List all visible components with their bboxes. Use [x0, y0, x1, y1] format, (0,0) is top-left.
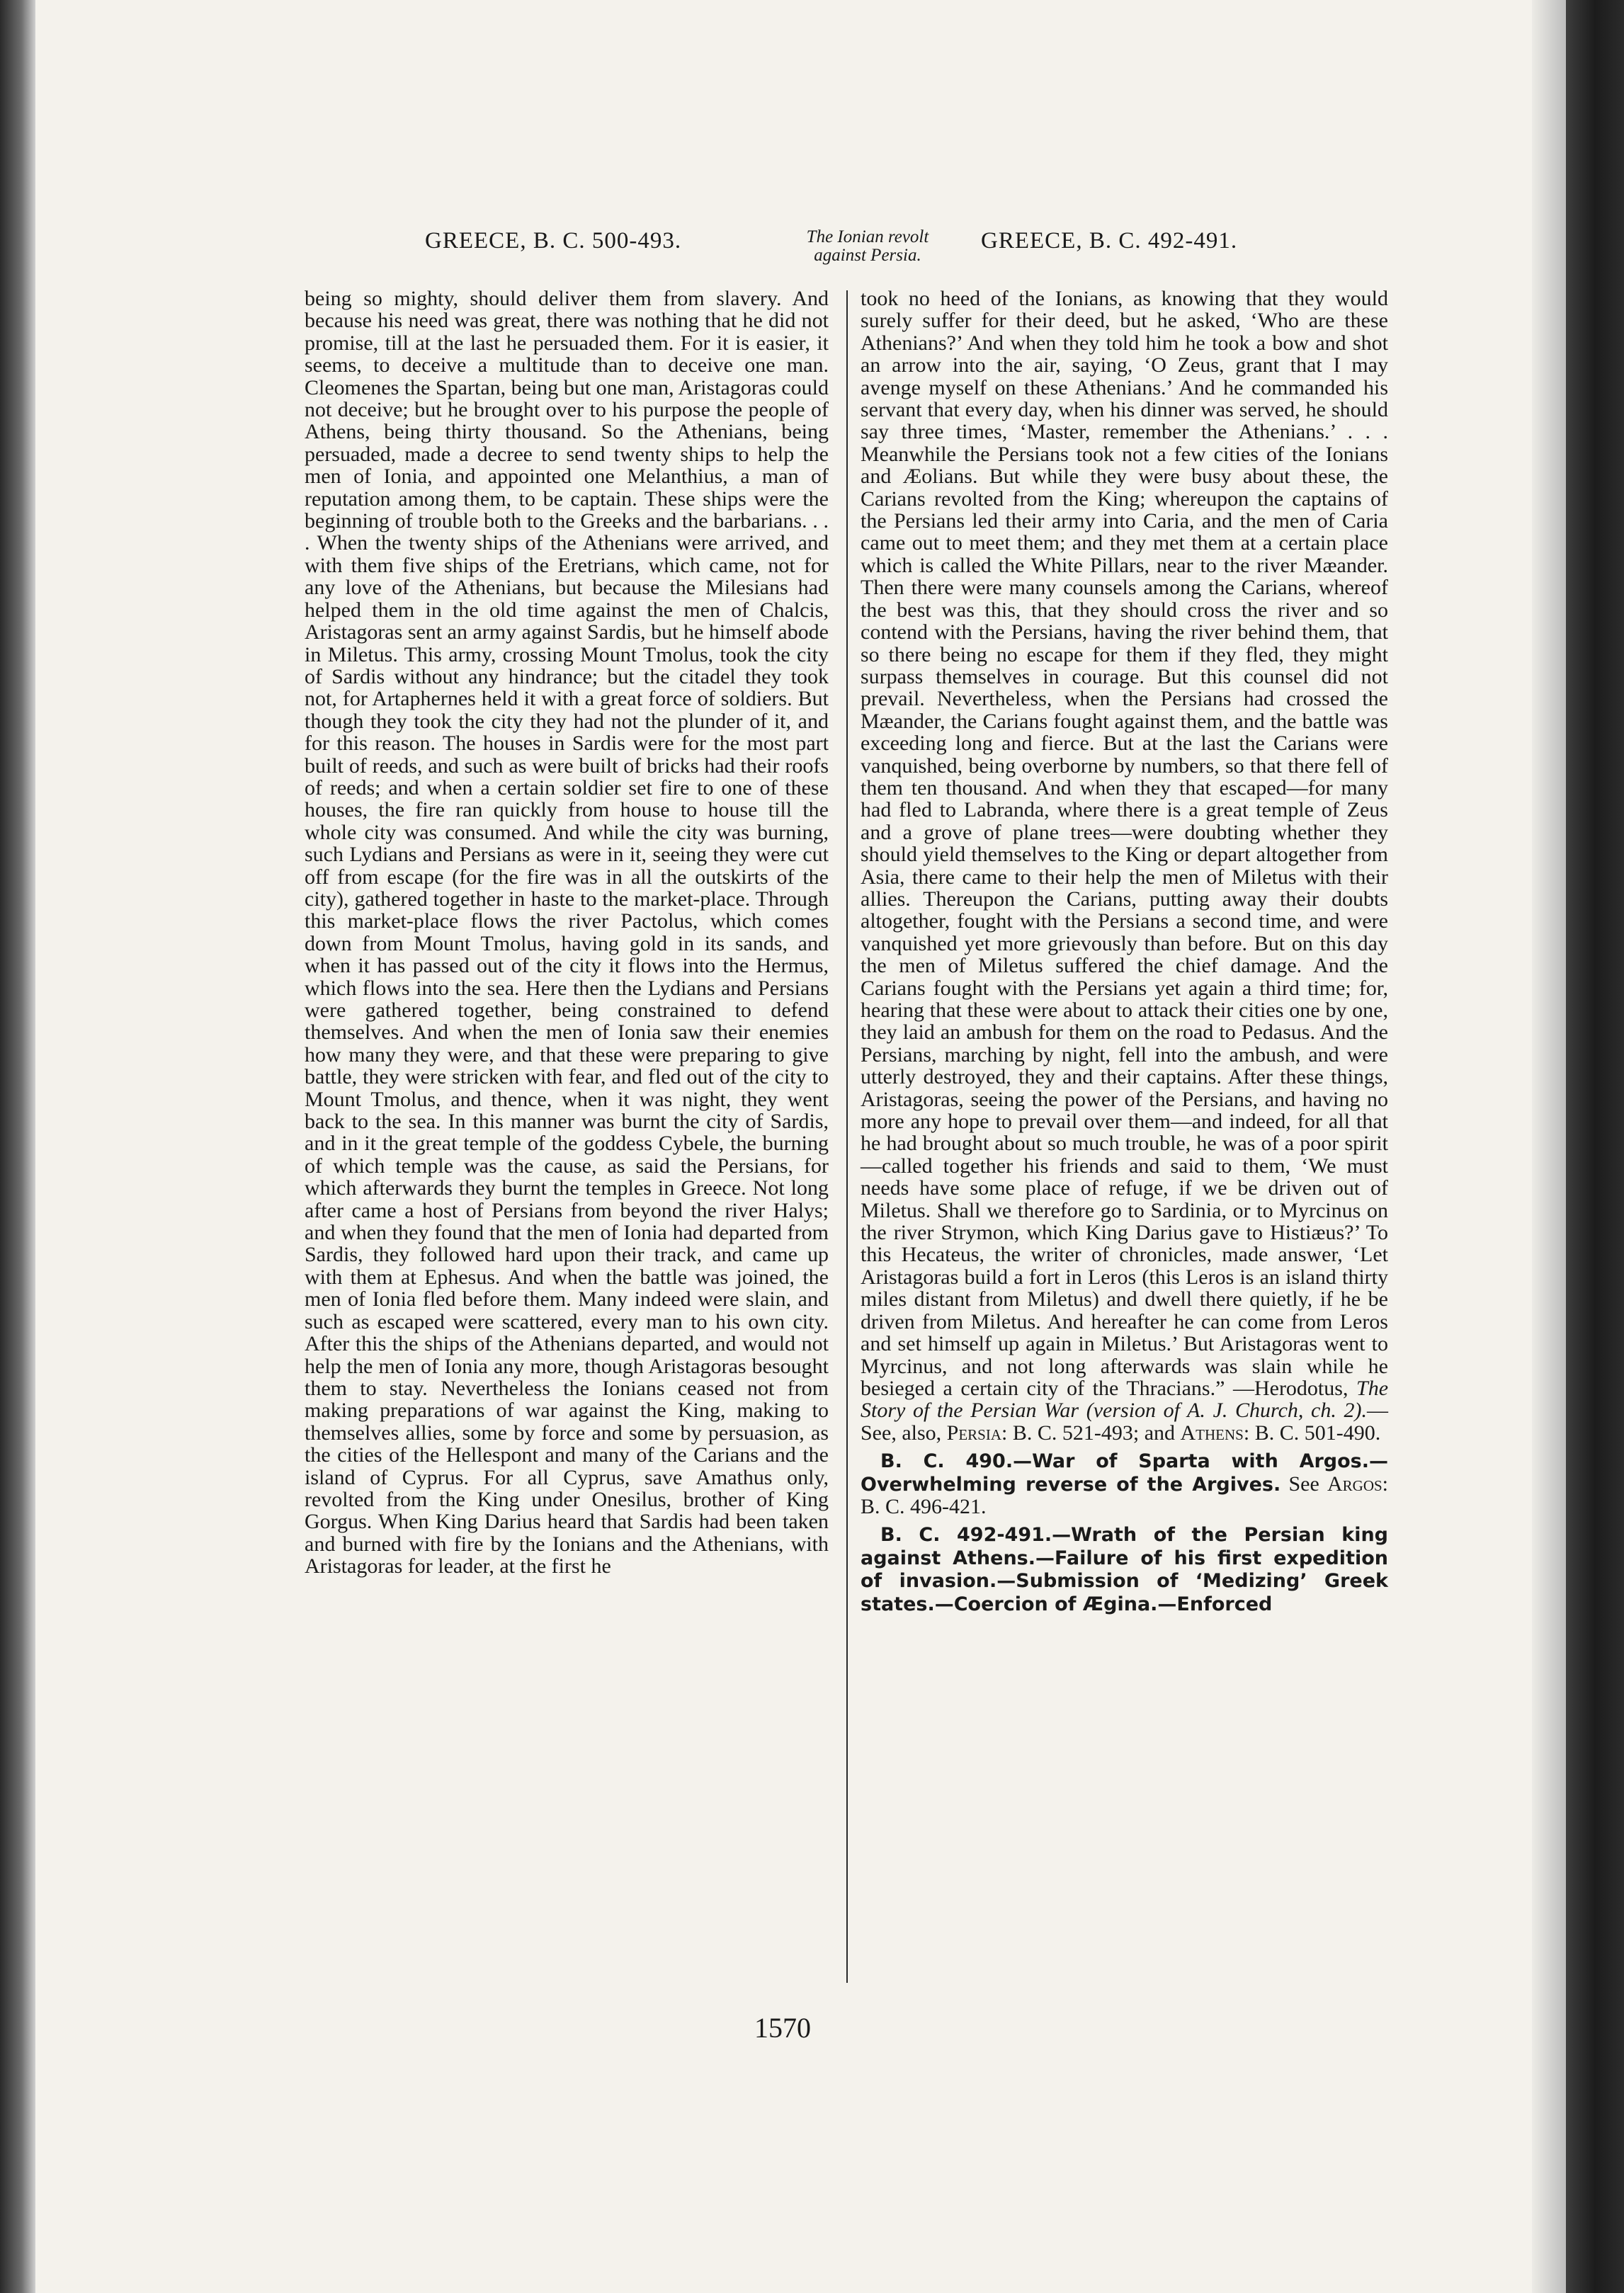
running-header — [42, 228, 1523, 271]
entry-492-491 — [861, 1523, 1388, 1615]
page-number: 1570 — [754, 2012, 811, 2044]
entry-490-ref-rest: B. C. 496-421. — [861, 1494, 987, 1518]
entry-490-ref: Argos: — [1327, 1472, 1389, 1496]
column-divider — [846, 290, 848, 1983]
header-left: GREECE, B. C. 500-493. — [425, 228, 682, 254]
scan-right-margin — [1532, 0, 1566, 2293]
header-marginal-note — [761, 228, 974, 265]
book-page — [42, 0, 1523, 2293]
scan-right-edge — [1566, 0, 1624, 2293]
see-also-athens: Athens: — [1180, 1421, 1250, 1445]
see-also-prefix: —See, also, — [861, 1399, 1388, 1445]
see-also-persia-rest: B. C. 521-493; and — [1012, 1421, 1176, 1445]
entry-490-see: See — [1288, 1472, 1319, 1496]
scan-left-edge — [0, 0, 35, 2293]
entry-490 — [861, 1450, 1388, 1518]
entry-492-491-heading: B. C. 492-491.—Wrath of the Persian king against Athens.—Failure of his first expedition of invasion.—Submission of ‘Medizing’ Greek states.—Coercion of Ægina.—Enforced — [861, 1524, 1388, 1615]
citation-title: The Story of the Persian War (version of A. J. Church, ch. 2). — [861, 1376, 1389, 1423]
header-note-line1: The Ionian revolt — [806, 227, 929, 246]
entry-490-heading: B. C. 490.—War of Sparta with Argos.— Overwhelming reverse of the Argives. — [861, 1450, 1388, 1496]
right-column-text: took no heed of the Ionians, as knowing that they would surely suffer for their deed, but he asked, ‘Who are these Athenians?’ And when they told him he took a bow and shot an arrow into the air, saying, ‘O Zeus, grant that I may avenge myself on these Athenians.’ And he commanded his servant that every day, when his dinner was served, he should say three times, ‘Master, remember the Athenians.’ . . . Meanwhile the Persians took not a few cities of the Ionians and Æolians. But while they were busy about these, the Carians revolted from the King; whereupon the captains of the Persians led their army into Caria, and the men of Caria came out to meet them; and they met them at a certain place which is called the White Pillars, near to the river Mæander. Then there were many counsels among the Carians, whereof the best was this, that they should cross the river and so contend with the Persians, having the river behind them, that so there being no escape for them if they fled, they might surpass themselves in courage. But this counsel did not prevail. Nevertheless, when the Persians had crossed the Mæander, the Carians fought against them, and the battle was exceeding long and fierce. But at the last the Carians were vanquished, being overborne by numbers, so that there fell of them ten thousand. And when they that escaped—for many had fled to Labranda, where there is a great temple of Zeus and a grove of plane trees—were doubting whether they should yield themselves to the King or depart altogether from Asia, there came to their help the men of Miletus with their allies. Thereupon the Carians, putting away their doubts altogether, fought with the Persians a second time, and were vanquished yet more grievously than before. But on this day the men of Miletus suffered the chief damage. And the Carians fought with the Persians yet again a third time; for, hearing that these were about to attack their cities one by one, they laid an ambush for them on the road to Pedasus. And the Persians, marching by night, fell into the ambush, and were utterly destroyed, they and their captains. After these things, Aristagoras, seeing the power of the Persians, and having no more any hope to prevail over them—and indeed, for all that he had brought about so much trouble, he was of a poor spirit—called together his friends and said to them, ‘We must needs have some place of refuge, if we be driven out of Miletus. Shall we therefore go to Sardinia, or to Myrcinus on the river Strymon, which King Darius gave to Histiæus?’ To this Hecateus, the writer of chronicles, made answer, ‘Let Aristagoras build a fort in Leros (this Leros is an island thirty miles distant from Miletus) and dwell there quietly, if he be driven from Miletus. And hereafter he can come from Leros and set himself up again in Miletus.’ But Aristagoras went to Myrcinus, and not long afterwards was slain while he besieged a certain city of the Thracians.” —Herodotus, — [861, 287, 1388, 1400]
left-column — [305, 288, 829, 1578]
see-also-persia: Persia: — [946, 1421, 1008, 1445]
right-column — [861, 288, 1388, 1615]
header-right: GREECE, B. C. 492-491. — [981, 228, 1238, 254]
right-column-body — [861, 288, 1388, 1444]
header-note-line2: against Persia. — [814, 246, 921, 265]
see-also-athens-rest: B. C. 501-490. — [1254, 1421, 1381, 1445]
left-column-text: being so mighty, should deliver them from slavery. And because his need was great, there was nothing that he did not promise, till at the last he persuaded them. For it is easier, it seems, to deceive a multitude than to deceive one man. Cleomenes the Spartan, being but one man, Aristagoras could not deceive; but he brought over to his purpose the people of Athens, being thirty thousand. So the Athenians, being persuaded, made a decree to send twenty ships to help the men of Ionia, and appointed one Melanthius, a man of reputation among them, to be captain. These ships were the beginning of trouble both to the Greeks and the barbarians. . . . When the twenty ships of the Athenians were arrived, and with them five ships of the Eretrians, which came, not for any love of the Athenians, but because the Milesians had helped them in the old time against the men of Chalcis, Aristagoras sent an army against Sardis, but he himself abode in Miletus. This army, crossing Mount Tmolus, took the city of Sardis without any hindrance; but the citadel they took not, for Artaphernes held it with a great force of soldiers. But though they took the city they had not the plunder of it, and for this reason. The houses in Sardis were for the most part built of reeds, and such as were built of bricks had their roofs of reeds; and when a certain soldier set fire to one of these houses, the fire ran quickly from house to house till the whole city was consumed. And while the city was burning, such Lydians and Persians as were in it, seeing they were cut off from escape (for the fire was in all the outskirts of the city), gathered together in haste to the market-place. Through this market-place flows the river Pactolus, which comes down from Mount Tmolus, having gold in its sands, and when it has passed out of the city it flows into the Hermus, which flows into the sea. Here then the Lydians and Persians were gathered together, being constrained to defend themselves. And when the men of Ionia saw their enemies how many they were, and that these were preparing to give battle, they were stricken with fear, and fled out of the city to Mount Tmolus, and thence, when it was night, they went back to the sea. In this manner was burnt the city of Sardis, and in it the great temple of the goddess Cybele, the burning of which temple was the cause, as said the Persians, for which afterwards they burnt the temples in Greece. Not long after came a host of Persians from beyond the river Halys; and when they found that the men of Ionia had departed from Sardis, they followed hard upon their track, and came up with them at Ephesus. And when the battle was joined, the men of Ionia fled before them. Many indeed were slain, and such as escaped were scattered, every man to his own city. After this the ships of the Athenians departed, and would not help the men of Ionia any more, though Aristagoras besought them to stay. Nevertheless the Ionians ceased not from making preparations of war against the King, making to themselves allies, some by force and some by persuasion, as the cities of the Hellespont and many of the Carians and the island of Cyprus. For all Cyprus, save Amathus only, revolted from the King under Onesilus, brother of King Gorgus. When King Darius heard that Sardis had been taken and burned with fire by the Ionians and the Athenians, with Aristagoras for leader, at the first he — [305, 287, 829, 1578]
